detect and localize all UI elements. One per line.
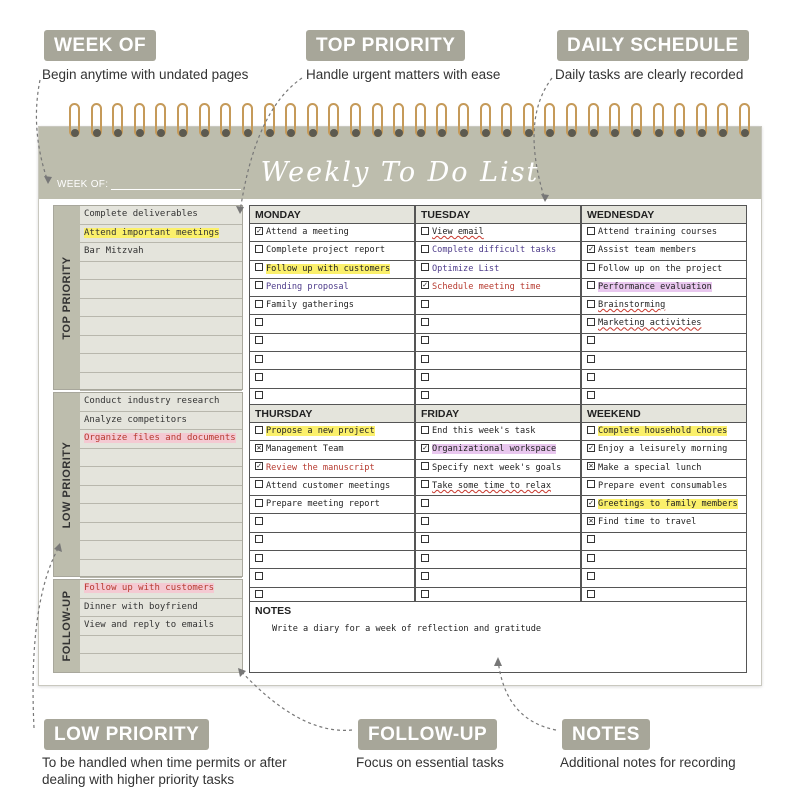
binding-hole [244, 129, 252, 137]
binding-hole [157, 129, 165, 137]
task-row [416, 514, 580, 532]
task-row [582, 533, 746, 551]
priority-line [80, 636, 242, 655]
task-checkbox[interactable] [255, 391, 263, 399]
binding-hole [590, 129, 598, 137]
task-text: Review the manuscript [266, 462, 375, 473]
follow-up-desc: Focus on essential tasks [356, 755, 504, 770]
task-checkbox[interactable] [255, 373, 263, 381]
task-checkbox[interactable] [421, 227, 429, 235]
task-text: Make a special lunch [598, 462, 702, 473]
task-row [250, 297, 414, 315]
binding-hole [546, 129, 554, 137]
task-text: Attend customer meetings [266, 480, 391, 491]
binding-hole [266, 129, 274, 137]
task-checkbox[interactable] [255, 281, 263, 289]
binding-hole [503, 129, 511, 137]
binding-hole [309, 129, 317, 137]
day-heading: MONDAY [250, 206, 414, 224]
task-checkbox[interactable] [421, 318, 429, 326]
task-row [250, 533, 414, 551]
notes-tag: NOTES [562, 719, 650, 750]
binding-hole [93, 129, 101, 137]
task-text: Family gatherings [266, 300, 354, 311]
priority-line: Dinner with boyfriend [80, 599, 242, 618]
task-checkbox[interactable] [255, 355, 263, 363]
task-row [250, 224, 414, 242]
task-checkbox[interactable] [421, 391, 429, 399]
binding-hole [71, 129, 79, 137]
task-checkbox[interactable] [587, 300, 595, 308]
priority-line: Conduct industry research [80, 393, 242, 412]
task-row [250, 370, 414, 388]
task-row [582, 370, 746, 388]
notes-box [249, 601, 747, 673]
day-heading: WEDNESDAY [582, 206, 746, 224]
task-row [582, 496, 746, 514]
task-checkbox[interactable]: ✓ [256, 461, 262, 471]
priority-line [80, 336, 242, 355]
priority-line [80, 467, 242, 486]
task-row [582, 279, 746, 297]
priority-line [80, 262, 242, 281]
notebook-title: Weekly To Do List [260, 157, 540, 188]
task-text: Propose a new project [266, 426, 375, 436]
task-row [582, 315, 746, 333]
low-priority-section [53, 392, 243, 577]
task-checkbox[interactable]: ✓ [588, 442, 594, 452]
task-text: Marketing activities [598, 318, 702, 329]
task-checkbox[interactable]: ✓ [588, 497, 594, 507]
priority-line [80, 523, 242, 542]
task-text: Complete difficult tasks [432, 245, 557, 256]
task-text: Follow up on the project [598, 263, 723, 274]
priority-line: Organize files and documents [80, 430, 242, 449]
task-checkbox[interactable]: ✓ [256, 225, 262, 235]
daily-schedule-tag: DAILY SCHEDULE [557, 30, 749, 61]
week-of-desc: Begin anytime with undated pages [42, 67, 249, 82]
task-row [416, 315, 580, 333]
task-checkbox[interactable] [255, 590, 263, 598]
task-row [416, 460, 580, 478]
task-checkbox[interactable] [255, 318, 263, 326]
task-row [250, 496, 414, 514]
task-row [250, 423, 414, 441]
low-priority-desc: To be handled when time permits or after dealing with higher priority tasks [42, 755, 287, 787]
priority-line [80, 486, 242, 505]
binding-hole [741, 129, 749, 137]
task-text: View email [432, 227, 484, 237]
task-checkbox[interactable] [587, 391, 595, 399]
task-checkbox[interactable] [255, 554, 263, 562]
task-checkbox[interactable] [587, 426, 595, 434]
follow-up-label: FOLLOW-UP [54, 580, 80, 672]
binding-hole [525, 129, 533, 137]
binding-hole [655, 129, 663, 137]
binding-hole [698, 129, 706, 137]
priority-line [80, 373, 242, 392]
task-checkbox[interactable] [421, 336, 429, 344]
task-checkbox[interactable] [421, 572, 429, 580]
daily-schedule-desc: Daily tasks are clearly recorded [555, 67, 744, 82]
priority-line [80, 504, 242, 523]
task-checkbox[interactable] [255, 426, 263, 434]
binding-hole [460, 129, 468, 137]
day-heading: THURSDAY [250, 405, 414, 423]
task-checkbox[interactable]: ✓ [588, 243, 594, 253]
priority-line [80, 560, 242, 579]
task-row [250, 261, 414, 279]
low-priority-tag: LOW PRIORITY [44, 719, 209, 750]
task-row [416, 261, 580, 279]
task-row [416, 370, 580, 388]
task-row [416, 224, 580, 242]
task-checkbox[interactable] [421, 554, 429, 562]
binding-hole [201, 129, 209, 137]
priority-line: Complete deliverables [80, 206, 242, 225]
binding-hole [330, 129, 338, 137]
notebook [38, 126, 762, 686]
binding-hole [482, 129, 490, 137]
task-checkbox[interactable] [421, 480, 429, 488]
priority-line: Analyze competitors [80, 412, 242, 431]
task-text: Complete project report [266, 245, 385, 256]
task-checkbox[interactable] [587, 263, 595, 271]
task-row [582, 352, 746, 370]
task-checkbox[interactable] [587, 281, 595, 289]
day-wednesday [581, 205, 747, 408]
priority-line: Follow up with customers [80, 580, 242, 599]
task-text: Brainstorming [598, 300, 666, 311]
task-checkbox[interactable]: ✕ [256, 442, 262, 452]
priority-line [80, 280, 242, 299]
priority-line: Attend important meetings [80, 225, 242, 244]
day-heading: WEEKEND [582, 405, 746, 423]
task-row [250, 352, 414, 370]
task-row [582, 242, 746, 260]
task-checkbox[interactable] [255, 480, 263, 488]
week-of-line [111, 189, 241, 190]
task-checkbox[interactable] [421, 517, 429, 525]
task-row [250, 551, 414, 569]
task-row [416, 533, 580, 551]
task-row [582, 334, 746, 352]
day-thursday [249, 404, 415, 607]
binding-hole [676, 129, 684, 137]
priority-line [80, 541, 242, 560]
task-row [582, 297, 746, 315]
binding-hole [114, 129, 122, 137]
task-row [582, 569, 746, 587]
priority-line [80, 299, 242, 318]
task-row [250, 315, 414, 333]
task-checkbox[interactable] [255, 572, 263, 580]
task-checkbox[interactable] [255, 245, 263, 253]
week-of-label: WEEK OF: [57, 179, 109, 190]
follow-up-section [53, 579, 243, 673]
task-row [416, 551, 580, 569]
task-checkbox[interactable] [587, 318, 595, 326]
priority-line: Bar Mitzvah [80, 243, 242, 262]
task-text: End this week's task [432, 426, 536, 436]
task-row [582, 478, 746, 496]
task-checkbox[interactable]: ✕ [588, 461, 594, 471]
task-text: Enjoy a leisurely morning [598, 444, 728, 455]
task-checkbox[interactable] [587, 480, 595, 488]
task-row [416, 242, 580, 260]
task-checkbox[interactable]: ✓ [422, 442, 428, 452]
task-row [582, 224, 746, 242]
binding-hole [222, 129, 230, 137]
task-row [250, 279, 414, 297]
task-checkbox[interactable] [421, 300, 429, 308]
task-row [416, 423, 580, 441]
task-checkbox[interactable] [421, 535, 429, 543]
task-checkbox[interactable] [421, 590, 429, 598]
binding-hole [611, 129, 619, 137]
priority-line [80, 317, 242, 336]
top-priority-tag: TOP PRIORITY [306, 30, 465, 61]
task-text: Attend a meeting [266, 227, 349, 237]
task-text: Assist team members [598, 245, 697, 256]
task-text: Follow up with customers [266, 263, 391, 274]
priority-line [80, 354, 242, 373]
task-row [416, 496, 580, 514]
task-text: Prepare event consumables [598, 480, 728, 491]
binding-hole [719, 129, 727, 137]
task-text: Optimize List [432, 263, 500, 274]
task-row [250, 441, 414, 459]
task-row [250, 460, 414, 478]
task-row [582, 261, 746, 279]
priority-line [80, 654, 242, 673]
task-checkbox[interactable] [587, 227, 595, 235]
follow-up-tag: FOLLOW-UP [358, 719, 497, 750]
spiral-binding [63, 103, 753, 143]
priority-line: View and reply to emails [80, 617, 242, 636]
task-checkbox[interactable] [421, 245, 429, 253]
priority-line [80, 449, 242, 468]
task-row [416, 352, 580, 370]
task-checkbox[interactable] [421, 462, 429, 470]
task-checkbox[interactable] [255, 517, 263, 525]
task-row [416, 569, 580, 587]
task-checkbox[interactable] [255, 300, 263, 308]
task-text: Specify next week's goals [432, 462, 562, 473]
task-checkbox[interactable] [255, 535, 263, 543]
notes-text: Write a diary for a week of reflection and gratitude [272, 624, 542, 634]
notes-desc: Additional notes for recording [560, 755, 736, 770]
task-checkbox[interactable] [255, 336, 263, 344]
binding-hole [633, 129, 641, 137]
task-checkbox[interactable] [587, 373, 595, 381]
task-text: Pending proposal [266, 281, 349, 292]
binding-hole [374, 129, 382, 137]
task-row [250, 514, 414, 532]
task-text: Find time to travel [598, 517, 697, 528]
task-text: Take some time to relax [432, 480, 551, 491]
task-row [582, 514, 746, 532]
task-row [582, 551, 746, 569]
task-checkbox[interactable] [421, 499, 429, 507]
task-row [250, 242, 414, 260]
task-checkbox[interactable]: ✓ [422, 280, 428, 290]
task-row [250, 569, 414, 587]
task-checkbox[interactable] [421, 426, 429, 434]
task-row [250, 334, 414, 352]
task-text: Schedule meeting time [432, 281, 541, 292]
task-text: Attend training courses [598, 227, 717, 237]
day-tuesday [415, 205, 581, 408]
binding-hole [417, 129, 425, 137]
binding-hole [438, 129, 446, 137]
task-checkbox[interactable] [421, 263, 429, 271]
week-of-tag: WEEK OF [44, 30, 156, 61]
low-priority-label: LOW PRIORITY [54, 393, 80, 576]
binding-hole [179, 129, 187, 137]
task-checkbox[interactable] [587, 336, 595, 344]
task-row [416, 441, 580, 459]
day-monday [249, 205, 415, 408]
task-checkbox[interactable] [421, 373, 429, 381]
task-checkbox[interactable] [587, 554, 595, 562]
task-text: Management Team [266, 444, 344, 455]
task-checkbox[interactable] [255, 499, 263, 507]
task-checkbox[interactable]: ✕ [588, 515, 594, 525]
task-text: Prepare meeting report [266, 499, 380, 510]
task-text: Organizational workspace [432, 444, 557, 455]
task-row [582, 423, 746, 441]
notes-heading: NOTES [255, 605, 292, 617]
day-weekend [581, 404, 747, 607]
top-priority-label: TOP PRIORITY [54, 206, 80, 389]
day-heading: TUESDAY [416, 206, 580, 224]
binding-hole [136, 129, 144, 137]
task-text: Performance evaluation [598, 281, 712, 292]
task-checkbox[interactable] [587, 355, 595, 363]
task-checkbox[interactable] [255, 263, 263, 271]
task-checkbox[interactable] [587, 590, 595, 598]
top-priority-desc: Handle urgent matters with ease [306, 67, 501, 82]
binding-hole [352, 129, 360, 137]
day-heading: FRIDAY [416, 405, 580, 423]
task-checkbox[interactable] [587, 535, 595, 543]
task-row [250, 478, 414, 496]
top-priority-section [53, 205, 243, 390]
day-friday [415, 404, 581, 607]
task-row [582, 441, 746, 459]
task-checkbox[interactable] [421, 355, 429, 363]
task-row [416, 478, 580, 496]
task-row [416, 279, 580, 297]
task-checkbox[interactable] [587, 572, 595, 580]
task-row [416, 334, 580, 352]
task-row [582, 460, 746, 478]
task-text: Complete household chores [598, 426, 728, 436]
task-text: Greetings to family members [598, 499, 738, 510]
binding-hole [395, 129, 403, 137]
task-row [416, 297, 580, 315]
